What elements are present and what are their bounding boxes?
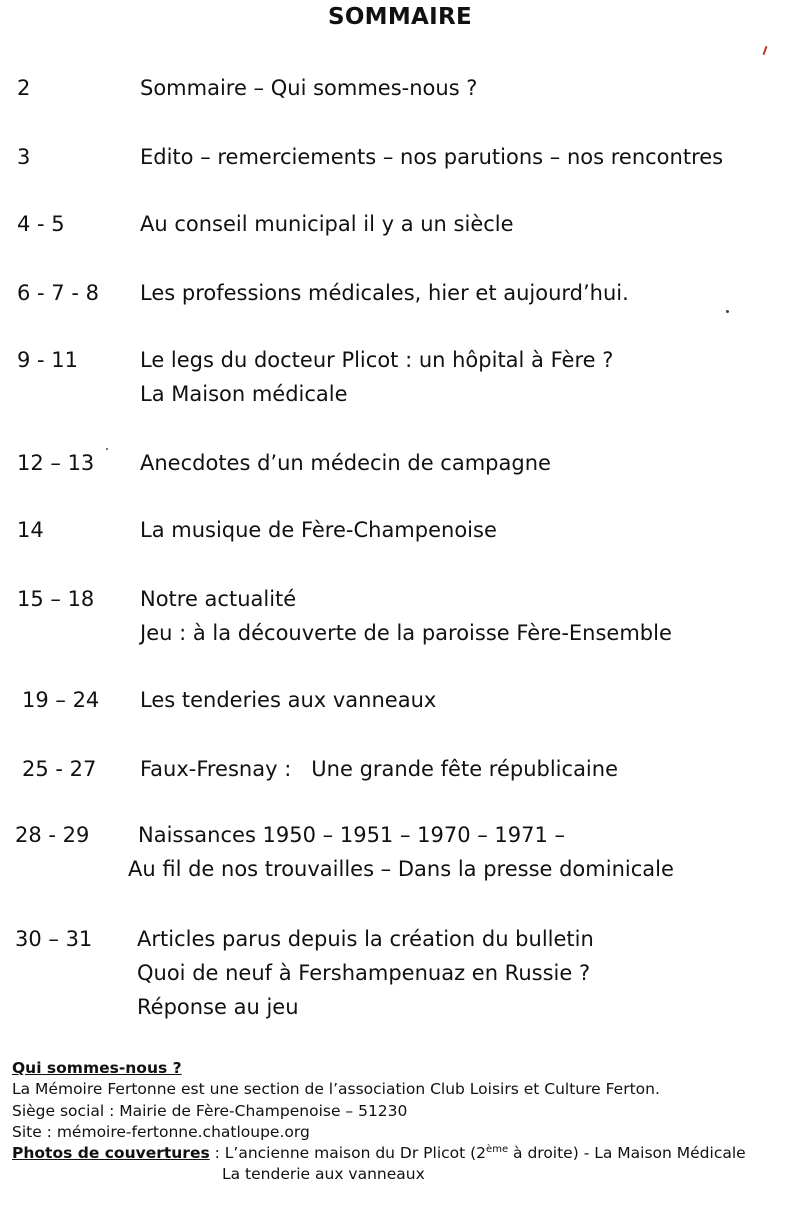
toc-pages: 14 [17, 518, 44, 542]
toc-title: La musique de Fère-Champenoise [140, 518, 497, 542]
toc-pages: 3 [17, 145, 31, 169]
toc-title: Les tenderies aux vanneaux [140, 688, 437, 712]
toc-title: Articles parus depuis la création du bulletin [137, 927, 594, 951]
toc-title: Le legs du docteur Plicot : un hôpital à Fère ? [140, 348, 614, 372]
toc-title: Notre actualité [140, 587, 297, 611]
cover-photos-line-2: La tenderie aux vanneaux [222, 1165, 425, 1184]
toc-title: Naissances 1950 – 1951 – 1970 – 1971 – [138, 823, 566, 847]
superscript: ème [486, 1144, 509, 1156]
toc-title: Jeu : à la découverte de la paroisse Fère-Ensemble [140, 621, 672, 645]
about-section [12, 1058, 797, 1186]
about-heading: Qui sommes-nous ? [12, 1059, 182, 1077]
scan-dot [726, 310, 729, 313]
toc-title: Les professions médicales, hier et aujourd’hui. [140, 281, 629, 305]
cover-photos-text: à droite) - La Maison Médicale [508, 1144, 746, 1163]
page-title: SOMMAIRE [327, 4, 473, 30]
toc-pages: 12 – 13 [17, 451, 95, 475]
toc-pages: 19 – 24 [22, 688, 100, 712]
toc-title: Réponse au jeu [137, 995, 299, 1019]
toc-pages: 25 - 27 [22, 757, 97, 781]
cover-photos-text: L’ancienne maison du Dr Plicot (2 [224, 1144, 487, 1163]
toc-pages: 2 [17, 76, 31, 100]
toc-pages: 15 – 18 [17, 587, 95, 611]
toc-title: Quoi de neuf à Fershampenuaz en Russie ? [137, 961, 591, 985]
toc-pages: 28 - 29 [15, 823, 90, 847]
website-line: Site : mémoire-fertonne.chatloupe.org [12, 1122, 310, 1141]
cover-photos-separator: : [209, 1144, 225, 1163]
address-line: Siège social : Mairie de Fère-Champenoise – 51230 [12, 1101, 408, 1120]
cover-photos-label: Photos de couvertures [12, 1144, 210, 1163]
toc-title: Au fil de nos trouvailles – Dans la presse dominicale [128, 857, 674, 881]
toc-pages: 4 - 5 [17, 212, 65, 236]
scan-dot [106, 448, 108, 450]
toc-title: Au conseil municipal il y a un siècle [140, 212, 514, 236]
toc-pages: 30 – 31 [15, 927, 93, 951]
toc-title: Faux-Fresnay : Une grande fête républicaine [140, 757, 618, 781]
toc-title: La Maison médicale [140, 382, 348, 406]
about-line: La Mémoire Fertonne est une section de l’association Club Loisirs et Culture Ferton. [12, 1080, 660, 1099]
toc-title: Anecdotes d’un médecin de campagne [140, 451, 551, 475]
scan-mark [763, 46, 768, 55]
toc-pages: 6 - 7 - 8 [17, 281, 99, 305]
toc-title: Edito – remerciements – nos parutions – nos rencontres [140, 145, 724, 169]
cover-photos-line [12, 1143, 797, 1164]
toc-pages: 9 - 11 [17, 348, 79, 372]
toc-title: Sommaire – Qui sommes-nous ? [140, 76, 478, 100]
